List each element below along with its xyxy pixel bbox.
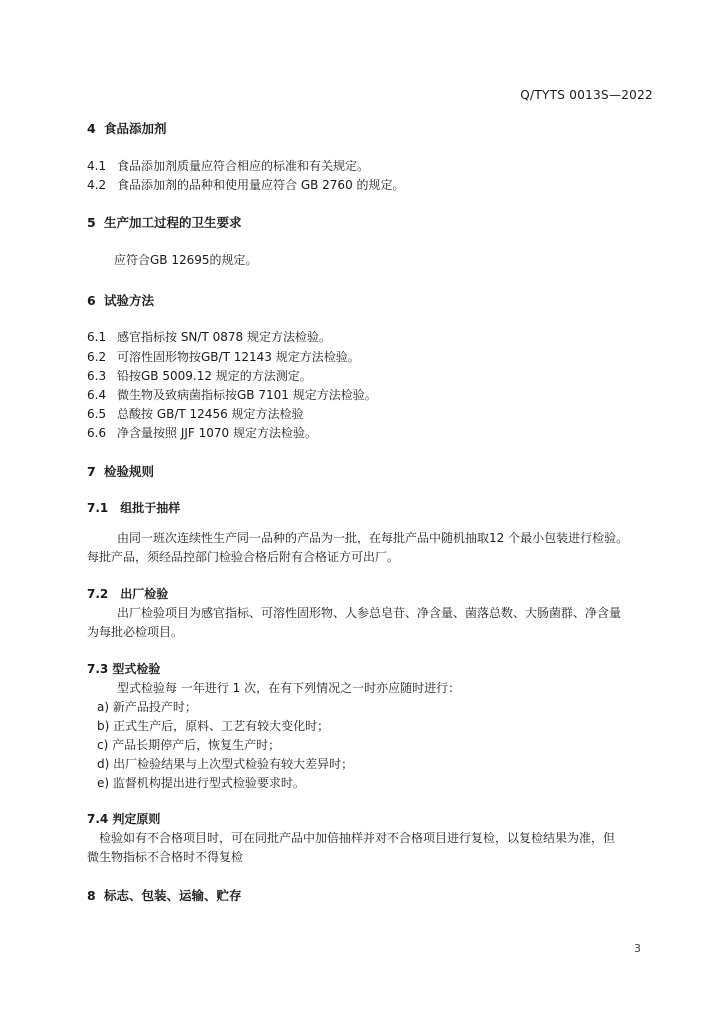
- section-5-body: 应符合GB 12695的规定。: [114, 253, 258, 267]
- section-number: 4: [87, 121, 96, 136]
- clause-6-5: [87, 405, 304, 422]
- list-item-e: e) 监督机构提出进行型式检验要求时。: [97, 776, 305, 790]
- section-6-heading: [87, 291, 154, 309]
- clause-6-4: [87, 386, 377, 403]
- section-number: 5: [87, 215, 96, 230]
- clause-6-6: [87, 424, 317, 441]
- clause-4-2: [87, 176, 405, 193]
- subsection-7-1-heading: 7.1 组批于抽样: [87, 501, 181, 515]
- clause-text: 铅按GB 5009.12 规定的方法测定。: [117, 369, 312, 383]
- document-code: Q/TYTS 0013S—2022: [520, 88, 653, 102]
- section-number: 8: [87, 888, 96, 903]
- subsection-7-2-line-2: 为每批必检项目。: [87, 625, 184, 639]
- clause-text: 净含量按照 JJF 1070 规定方法检验。: [117, 426, 317, 440]
- section-title: 试验方法: [104, 293, 155, 308]
- section-number: 6: [87, 293, 96, 308]
- clause-4-1: [87, 157, 369, 174]
- subsection-7-2-heading: 7.2 出厂检验: [87, 587, 169, 601]
- subsection-7-2-line-1: 出厂检验项目为感官指标、可溶性固形物、人参总皂苷、净含量、菌落总数、大肠菌群、净含量: [117, 606, 622, 620]
- clause-number: 6.5: [87, 407, 107, 421]
- section-7-heading: [87, 462, 154, 480]
- clause-text: 感官指标按 SN/T 0878 规定方法检验。: [117, 330, 331, 344]
- page-number: 3: [634, 942, 641, 955]
- section-title: 生产加工过程的卫生要求: [104, 215, 242, 230]
- subsection-7-3-intro: 型式检验每 一年进行 1 次，在有下列情况之一时亦应随时进行：: [117, 681, 461, 695]
- clause-number: 4.1: [87, 159, 107, 173]
- list-item-c: c) 产品长期停产后，恢复生产时；: [97, 738, 281, 752]
- section-5-heading: [87, 213, 242, 231]
- clause-number: 4.2: [87, 178, 107, 192]
- clause-number: 6.1: [87, 330, 107, 344]
- subsection-7-1-line-2: 每批产品，须经品控部门检验合格后附有合格证方可出厂。: [87, 550, 400, 564]
- subsection-7-3-heading: 7.3 型式检验: [87, 662, 161, 676]
- list-item-d: d) 出厂检验结果与上次型式检验有较大差异时；: [97, 757, 354, 771]
- section-title: 食品添加剂: [104, 121, 167, 136]
- section-title: 检验规则: [104, 464, 155, 479]
- clause-6-1: [87, 328, 331, 345]
- clause-text: 可溶性固形物按GB/T 12143 规定方法检验。: [117, 350, 360, 364]
- clause-6-3: [87, 367, 312, 384]
- clause-text: 微生物及致病菌指标按GB 7101 规定方法检验。: [117, 388, 377, 402]
- clause-text: 食品添加剂的品种和使用量应符合 GB 2760 的规定。: [117, 178, 405, 192]
- clause-text: 总酸按 GB/T 12456 规定方法检验: [117, 407, 304, 421]
- clause-6-2: [87, 348, 360, 365]
- subsection-7-4-line-2: 微生物指标不合格时不得复检: [87, 850, 244, 864]
- section-number: 7: [87, 464, 96, 479]
- section-title: 标志、包装、运输、贮存: [104, 888, 242, 903]
- subsection-7-1-line-1: 由同一班次连续性生产同一品种的产品为一批，在每批产品中随机抽取12 个最小包装进行检验。: [117, 531, 629, 545]
- list-item-b: b) 正式生产后，原料、工艺有较大变化时；: [97, 719, 330, 733]
- clause-number: 6.3: [87, 369, 107, 383]
- subsection-7-4-heading: 7.4 判定原则: [87, 812, 161, 826]
- clause-number: 6.2: [87, 350, 107, 364]
- subsection-7-4-line-1: 检验如有不合格项目时，可在同批产品中加倍抽样并对不合格项目进行复检，以复检结果为准，但: [99, 831, 616, 845]
- list-item-a: a) 新产品投产时；: [97, 700, 197, 714]
- section-4-heading: [87, 119, 167, 137]
- clause-number: 6.4: [87, 388, 107, 402]
- clause-number: 6.6: [87, 426, 107, 440]
- clause-text: 食品添加剂质量应符合相应的标准和有关规定。: [117, 159, 370, 173]
- section-8-heading: [87, 886, 242, 904]
